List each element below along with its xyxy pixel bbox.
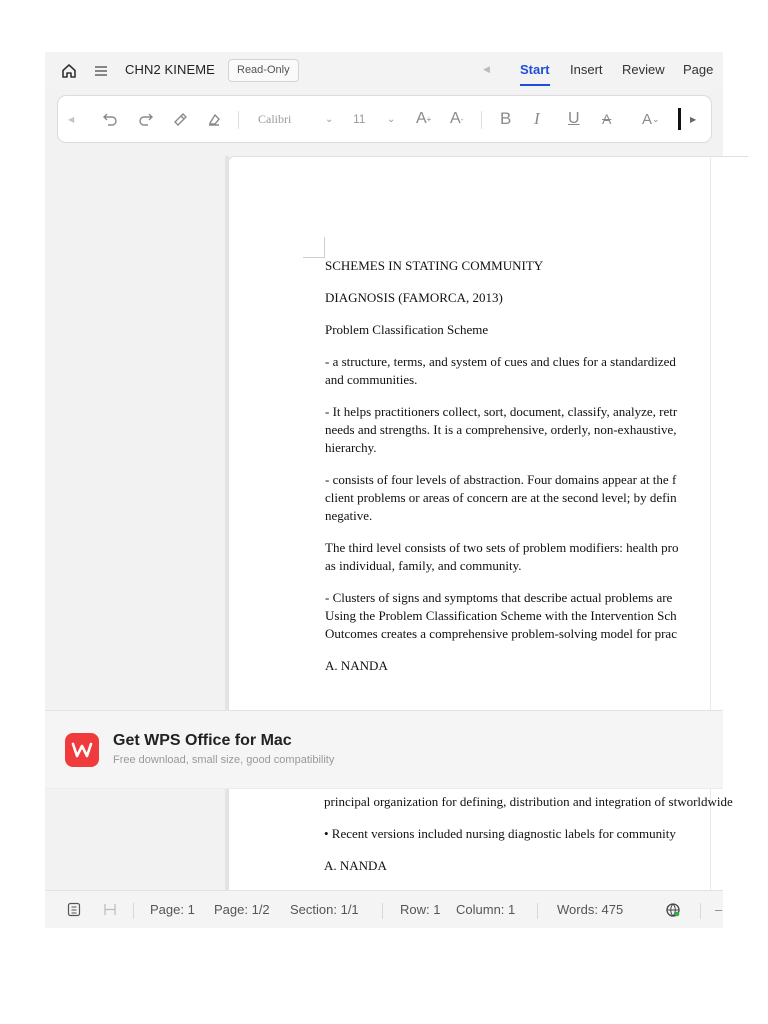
word-count[interactable]: Words: 475 <box>557 902 624 917</box>
tab-insert[interactable]: Insert <box>570 62 603 77</box>
toolbar-scroll-right-icon[interactable]: ▶ <box>690 114 697 124</box>
redo-icon[interactable] <box>136 109 156 129</box>
status-divider <box>537 903 538 919</box>
document-paragraph <box>325 257 745 275</box>
promo-banner[interactable] <box>45 710 723 789</box>
increase-font-icon[interactable]: A + <box>416 110 432 127</box>
toolbar-scroll-left-icon[interactable]: ◀ <box>68 114 75 124</box>
paragraph-line: - Clusters of signs and symptoms that describe actual problems are <box>325 590 673 605</box>
paragraph-line: - consists of four levels of abstraction. Four domains appear at the f <box>325 472 677 487</box>
paragraph-line: A. NANDA <box>324 858 387 873</box>
status-divider <box>133 903 134 919</box>
paragraph-line: SCHEMES IN STATING COMMUNITY <box>325 258 544 273</box>
decrease-font-icon[interactable]: A - <box>450 110 464 127</box>
paragraph-line: negative. <box>325 508 373 523</box>
status-divider <box>382 903 383 919</box>
document-paragraph <box>324 857 724 875</box>
wps-logo-icon <box>65 733 99 767</box>
document-title: CHN2 KINEME <box>125 62 215 77</box>
document-paragraph <box>324 793 733 811</box>
page-layout-icon[interactable] <box>103 902 117 920</box>
formatting-toolbar <box>57 95 712 143</box>
italic-icon[interactable]: I <box>534 109 540 128</box>
format-painter-icon[interactable] <box>170 109 190 129</box>
font-size-select[interactable]: 11 <box>353 112 366 126</box>
strikethrough-icon[interactable]: A <box>602 111 612 127</box>
read-only-badge: Read-Only <box>228 59 299 82</box>
home-icon[interactable] <box>59 61 79 81</box>
paragraph-line: DIAGNOSIS (FAMORCA, 2013) <box>325 290 503 305</box>
chevron-down-icon[interactable]: ⌄ <box>325 113 334 125</box>
active-tab-indicator <box>520 84 550 86</box>
text-cursor-caret <box>678 108 681 130</box>
globe-icon[interactable] <box>665 902 681 921</box>
zoom-out-icon[interactable]: – <box>715 902 723 917</box>
toolbar-divider <box>238 111 239 129</box>
section-indicator: Section: 1/1 <box>290 902 359 917</box>
paragraph-line: client problems or areas of concern are at the second level; by defin <box>325 490 677 505</box>
clear-format-icon[interactable] <box>204 109 224 129</box>
status-bar <box>45 890 723 928</box>
column-indicator: Column: 1 <box>456 902 516 917</box>
status-divider <box>700 903 701 919</box>
paragraph-line: principal organization for defining, distribution and integration of st <box>324 794 678 809</box>
bold-icon[interactable]: B <box>500 109 512 128</box>
banner-subtitle: Free download, small size, good compatibility <box>113 754 335 766</box>
document-paragraph <box>325 403 745 457</box>
paragraph-line: Problem Classification Scheme <box>325 322 489 337</box>
page-count-indicator[interactable]: Page: 1/2 <box>214 902 270 917</box>
tab-scroll-left-icon[interactable]: ◀ <box>483 64 490 74</box>
tab-page[interactable]: Page <box>683 62 714 77</box>
document-paragraph <box>325 589 745 643</box>
document-body-continued[interactable] <box>324 793 744 889</box>
paragraph-line: - It helps practitioners collect, sort, document, classify, analyze, retr <box>325 404 678 419</box>
underline-icon[interactable]: U <box>568 110 580 127</box>
document-paragraph <box>324 825 724 843</box>
chevron-down-icon[interactable]: ⌄ <box>387 113 396 125</box>
tab-start[interactable]: Start <box>520 62 550 77</box>
page-indicator: Page: 1 <box>150 902 195 917</box>
row-indicator: Row: 1 <box>400 902 441 917</box>
margin-marker <box>303 257 325 258</box>
document-paragraph <box>325 321 745 339</box>
paragraph-line: and communities. <box>325 372 418 387</box>
text-effects-icon[interactable]: A ⌄ <box>642 110 660 128</box>
document-paragraph <box>325 657 745 675</box>
paragraph-line: needs and strengths. It is a comprehensive, orderly, non-exhaustive, <box>325 422 677 437</box>
document-paragraph <box>325 539 745 575</box>
document-paragraph <box>325 289 745 307</box>
document-paragraph <box>325 353 745 389</box>
margin-marker <box>324 237 325 258</box>
outline-icon[interactable] <box>67 902 81 920</box>
paragraph-line: • Recent versions included nursing diagnostic labels for community <box>324 826 676 841</box>
tab-review[interactable]: Review <box>622 62 665 77</box>
menu-icon[interactable] <box>91 61 111 81</box>
paragraph-line: hierarchy. <box>325 440 377 455</box>
font-family-select[interactable]: Calibri <box>258 111 292 126</box>
toolbar-divider <box>481 111 482 129</box>
wps-app-window <box>45 52 733 928</box>
paragraph-line: as individual, family, and community. <box>325 558 522 573</box>
title-bar <box>45 52 723 90</box>
banner-title: Get WPS Office for Mac <box>113 732 292 749</box>
document-paragraph <box>325 471 745 525</box>
paragraph-line: - a structure, terms, and system of cues and clues for a standardized <box>325 354 676 369</box>
paragraph-line: Outcomes creates a comprehensive problem-solving model for prac <box>325 626 677 641</box>
document-body[interactable] <box>325 257 745 689</box>
paragraph-line: worldwide <box>677 794 733 809</box>
paragraph-line: A. NANDA <box>325 658 388 673</box>
undo-icon[interactable] <box>100 109 120 129</box>
paragraph-line: The third level consists of two sets of problem modifiers: health pro <box>325 540 679 555</box>
paragraph-line: Using the Problem Classification Scheme with the Intervention Sch <box>325 608 677 623</box>
